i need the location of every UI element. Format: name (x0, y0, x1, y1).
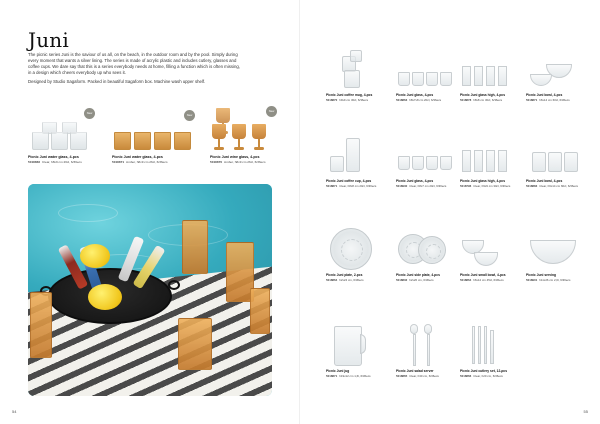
product-name: Picnic Juni serving (526, 273, 557, 277)
product-card (326, 46, 388, 102)
product-card (326, 226, 388, 282)
product-card (460, 226, 522, 282)
product-image (396, 322, 458, 368)
product-code-line (460, 98, 522, 102)
product-code-line (526, 278, 588, 282)
product-desc: Clear, h8x9 cm 26cl, 6/36ecs (42, 160, 82, 164)
product-code: 5018871 (526, 98, 538, 102)
product-code-line (460, 278, 522, 282)
product-code: 5018883 (526, 184, 538, 188)
product-name: Picnic Juni bowl, 4-pcs (526, 179, 563, 183)
page-title: Juni (28, 28, 69, 52)
product-code-line (326, 374, 388, 378)
page-number: 54 (12, 409, 17, 414)
product-desc: h8x8 cm 30cl, 6/36ecs (473, 98, 503, 102)
product-image (460, 46, 522, 92)
product-name: Picnic Juni wine glass, 4-pcs (210, 155, 260, 159)
product-card (210, 104, 280, 168)
product-card (396, 226, 458, 282)
product-desc: h6x14 cm 60cl, 6/36ecs (539, 98, 570, 102)
product-image (396, 226, 458, 272)
product-code: 5018871 (326, 184, 338, 188)
product-code: 5018796 (460, 184, 472, 188)
new-badge: New (266, 106, 277, 117)
product-card (460, 132, 522, 188)
product-code-line (326, 184, 388, 188)
product-name: Picnic Juni cutlery set, 12-pcs (460, 369, 508, 373)
product-code: 5018866 (28, 160, 41, 164)
product-code: 5018871 (326, 374, 338, 378)
product-image (112, 104, 196, 154)
product-code: 5018866 (460, 374, 472, 378)
product-card (28, 104, 112, 168)
product-name: Picnic Juni small bowl, 4-pcs (460, 273, 506, 277)
product-card (396, 46, 458, 102)
product-desc: h8x7x8 cm 20cl, 6/36ecs (409, 98, 442, 102)
product-desc: h2x24 cm, 6/36ecs (339, 278, 364, 282)
product-card (396, 132, 458, 188)
product-code-line (326, 98, 388, 102)
product-desc: Clear, h8x8 cm 20cl, 6/36ecs (339, 184, 377, 188)
product-image (326, 226, 388, 272)
product-card (326, 132, 388, 188)
product-code: 5018864 (460, 278, 472, 282)
product-name: Picnic Juni salad server (396, 369, 434, 373)
product-code-line (28, 160, 82, 164)
product-code: 5018901 (526, 278, 538, 282)
product-code: 5018832 (396, 278, 408, 282)
product-image (460, 226, 522, 272)
product-image (326, 322, 388, 368)
product-code: 5018871 (112, 160, 125, 164)
product-desc: h19x12 cm 1,6l, 6/36ecs (339, 374, 371, 378)
intro-text (28, 52, 240, 88)
product-card (396, 322, 458, 378)
product-name: Picnic Juni glass high, 4-pcs (460, 179, 506, 183)
product-image (396, 132, 458, 178)
product-image (460, 132, 522, 178)
product-code: 5018930 (396, 184, 408, 188)
product-card (526, 132, 588, 188)
product-desc: Amber, h8x9 cm 26cl, 6/36ecs (224, 160, 266, 164)
product-desc: Amber, h8x9 cm 26cl, 6/36ecs (126, 160, 168, 164)
product-code: 5018878 (460, 98, 472, 102)
product-image (28, 104, 112, 154)
product-code-line (460, 374, 522, 378)
product-name: Picnic Juni water glass, 4-pcs (112, 155, 163, 159)
product-code-line (526, 184, 588, 188)
product-desc: h6x12 cm 45cl, 6/36ecs (473, 278, 504, 282)
product-code-line (112, 160, 168, 164)
product-card (460, 322, 522, 378)
intro-paragraph: Designed by Studio Sagaform. Packed in beautiful Sagaform box. Machine wash upper shelf. (28, 79, 206, 85)
product-name: Picnic Juni glass, 4-pcs (396, 179, 434, 183)
product-name: Picnic Juni coffee cup, 4-pcs (326, 179, 372, 183)
product-image (210, 104, 280, 154)
product-desc: Clear, h30 cm, 6/36ecs (409, 374, 439, 378)
product-code-line (396, 278, 458, 282)
product-code: 5018870 (210, 160, 223, 164)
product-name: Picnic Juni water glass, 4-pcs (28, 155, 79, 159)
product-desc: Clear, h20 cm, 6/36ecs (473, 374, 503, 378)
product-card (112, 104, 196, 168)
product-desc: Clear, h9x9 cm 30cl, 6/36ecs (473, 184, 511, 188)
product-code-line (526, 98, 588, 102)
product-card (460, 46, 522, 102)
product-code-line (396, 184, 458, 188)
product-desc: h9x9 cm 30cl, 6/36ecs (339, 98, 369, 102)
right-page (300, 0, 600, 424)
product-card (526, 46, 588, 102)
product-name: Picnic Juni bowl, 4-pcs (526, 93, 563, 97)
product-image (326, 46, 388, 92)
product-desc: Clear, h8x7 cm 20cl, 6/36ecs (409, 184, 447, 188)
page-number: 55 (583, 409, 588, 414)
product-name: Picnic Juni side plate, 4-pcs (396, 273, 440, 277)
product-code: 5018863 (396, 98, 408, 102)
product-code-line (396, 98, 458, 102)
product-card (326, 322, 388, 378)
product-image (460, 322, 522, 368)
product-image (526, 46, 588, 92)
product-code-line (326, 278, 388, 282)
product-desc: Clear, h6x14 cm 60cl, 6/36ecs (539, 184, 578, 188)
product-name: Picnic Juni glass high, 4-pcs (460, 93, 506, 97)
new-badge: New (184, 110, 195, 121)
product-desc: h11x26 cm 2,6l, 6/36ecs (539, 278, 571, 282)
product-name: Picnic Juni plate, 2-pcs (326, 273, 363, 277)
product-code-line (396, 374, 458, 378)
product-desc: h2x20 cm, 6/36ecs (409, 278, 434, 282)
product-image (526, 226, 588, 272)
product-image (326, 132, 388, 178)
product-image (396, 46, 458, 92)
new-badge: New (84, 108, 95, 119)
product-image (526, 132, 588, 178)
product-name: Picnic Juni glass, 4-pcs (396, 93, 434, 97)
product-code: 5018865 (396, 374, 408, 378)
product-code: 5018870 (326, 98, 338, 102)
product-code: 5018864 (326, 278, 338, 282)
lifestyle-photo (28, 184, 272, 396)
product-code-line (460, 184, 522, 188)
intro-paragraph: The picnic series Juni is the saviour of us all, on the beach, in the outdoor room and by the pool. Simply during every moment that wants a silver lining. The series is made of acrylic plastic and includes cutlery, glasses and coffee cups. We dare say that this is a series everybody needs at home, filling a function which is often missing, in a design which cheers everybody up who sees it. (28, 52, 240, 76)
product-name: Picnic Juni coffee mug, 4-pcs (326, 93, 373, 97)
product-card (526, 226, 588, 282)
product-name: Picnic Juni jug (326, 369, 350, 373)
product-code-line (210, 160, 266, 164)
